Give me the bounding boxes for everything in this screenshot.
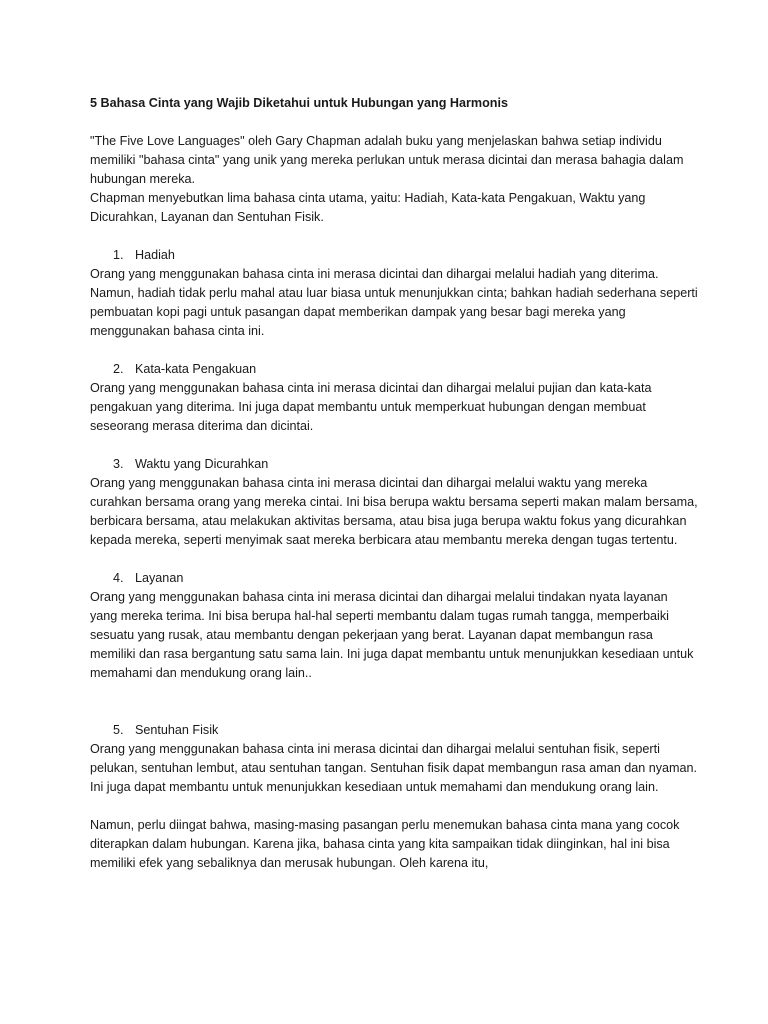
list-item-heading bbox=[90, 455, 698, 474]
list-item-heading bbox=[90, 569, 698, 588]
list-heading-text: Hadiah bbox=[135, 248, 175, 262]
list-heading-text: Sentuhan Fisik bbox=[135, 723, 219, 737]
list-heading-text: Layanan bbox=[135, 571, 184, 585]
list-heading-text: Kata-kata Pengakuan bbox=[135, 362, 257, 376]
list-item-hadiah bbox=[90, 246, 698, 341]
document-title: 5 Bahasa Cinta yang Wajib Diketahui untuk Hubungan yang Harmonis bbox=[90, 96, 508, 110]
list-heading-text: Waktu yang Dicurahkan bbox=[135, 457, 269, 471]
list-item-sentuhan-fisik bbox=[90, 721, 698, 797]
intro-paragraph: "The Five Love Languages" oleh Gary Chapman adalah buku yang menjelaskan bahwa setiap individu memiliki "bahasa cinta" yang unik yang mereka perlukan untuk merasa dicintai dan merasa bahagia dalam hubungan mereka. bbox=[90, 134, 684, 186]
list-number: 4. bbox=[113, 571, 124, 585]
list-item-body: Orang yang menggunakan bahasa cinta ini merasa dicintai dan dihargai melalui hadiah yang diterima. Namun, hadiah tidak perlu mahal atau luar biasa untuk menunjukkan cinta; bahkan hadiah sederhana seperti pembuatan kopi pagi untuk pasangan dapat memberikan dampak yang besar bagi mereka yang menggunakan bahasa cinta ini. bbox=[90, 267, 698, 338]
intro-paragraph: Chapman menyebutkan lima bahasa cinta utama, yaitu: Hadiah, Kata-kata Pengakuan, Waktu yang Dicurahkan, Layanan dan Sentuhan Fisik. bbox=[90, 191, 646, 224]
closing-paragraph: Namun, perlu diingat bahwa, masing-masing pasangan perlu menemukan bahasa cinta mana yang cocok diterapkan dalam hubungan. Karena jika, bahasa cinta yang kita sampaikan tidak diinginkan, hal ini bisa memiliki efek yang sebaliknya dan merusak hubungan. Oleh karena itu, bbox=[90, 818, 680, 870]
list-item-body: Orang yang menggunakan bahasa cinta ini merasa dicintai dan dihargai melalui tindakan nyata layanan yang mereka terima. Ini bisa berupa hal-hal seperti membantu dalam tugas rumah tangga, memperbaiki sesuatu yang rusak, atau membantu dengan pekerjaan yang berat. Layanan dapat membangun rasa memiliki dan rasa bergantung satu sama lain. Ini juga dapat membantu untuk menunjukkan kesediaan untuk memahami dan mendukung orang lain.. bbox=[90, 590, 694, 680]
list-item-heading bbox=[90, 360, 698, 379]
intro-section bbox=[90, 132, 698, 227]
spacer bbox=[90, 683, 698, 721]
list-item-kata-kata-pengakuan bbox=[90, 360, 698, 436]
closing-section bbox=[90, 816, 698, 873]
list-number: 1. bbox=[113, 248, 124, 262]
list-item-heading bbox=[90, 246, 698, 265]
spacer bbox=[90, 341, 698, 360]
list-item-layanan bbox=[90, 569, 698, 683]
list-item-heading bbox=[90, 721, 698, 740]
spacer bbox=[90, 797, 698, 816]
list-item-body: Orang yang menggunakan bahasa cinta ini merasa dicintai dan dihargai melalui sentuhan fisik, seperti pelukan, sentuhan lembut, atau sentuhan tangan. Sentuhan fisik dapat membangun rasa aman dan nyaman. Ini juga dapat membantu untuk menunjukkan kesediaan untuk memahami dan mendukung orang lain. bbox=[90, 742, 698, 794]
spacer bbox=[90, 436, 698, 455]
list-item-body: Orang yang menggunakan bahasa cinta ini merasa dicintai dan dihargai melalui pujian dan kata-kata pengakuan yang diterima. Ini juga dapat membantu untuk memperkuat hubungan dengan membuat seseorang merasa diterima dan dicintai. bbox=[90, 381, 652, 433]
list-number: 2. bbox=[113, 362, 124, 376]
spacer bbox=[90, 227, 698, 246]
list-item-body: Orang yang menggunakan bahasa cinta ini merasa dicintai dan dihargai melalui waktu yang mereka curahkan bersama orang yang mereka cintai. Ini bisa berupa waktu bersama seperti makan malam bersama, berbicara bersama, atau melakukan aktivitas bersama, atau bisa juga berupa waktu fokus yang dicurahkan kepada mereka, seperti menyimak saat mereka berbicara atau membantu mereka dengan tugas tertentu. bbox=[90, 476, 698, 547]
list-item-waktu-yang-dicurahkan bbox=[90, 455, 698, 550]
list-number: 5. bbox=[113, 723, 124, 737]
list-number: 3. bbox=[113, 457, 124, 471]
spacer bbox=[90, 550, 698, 569]
